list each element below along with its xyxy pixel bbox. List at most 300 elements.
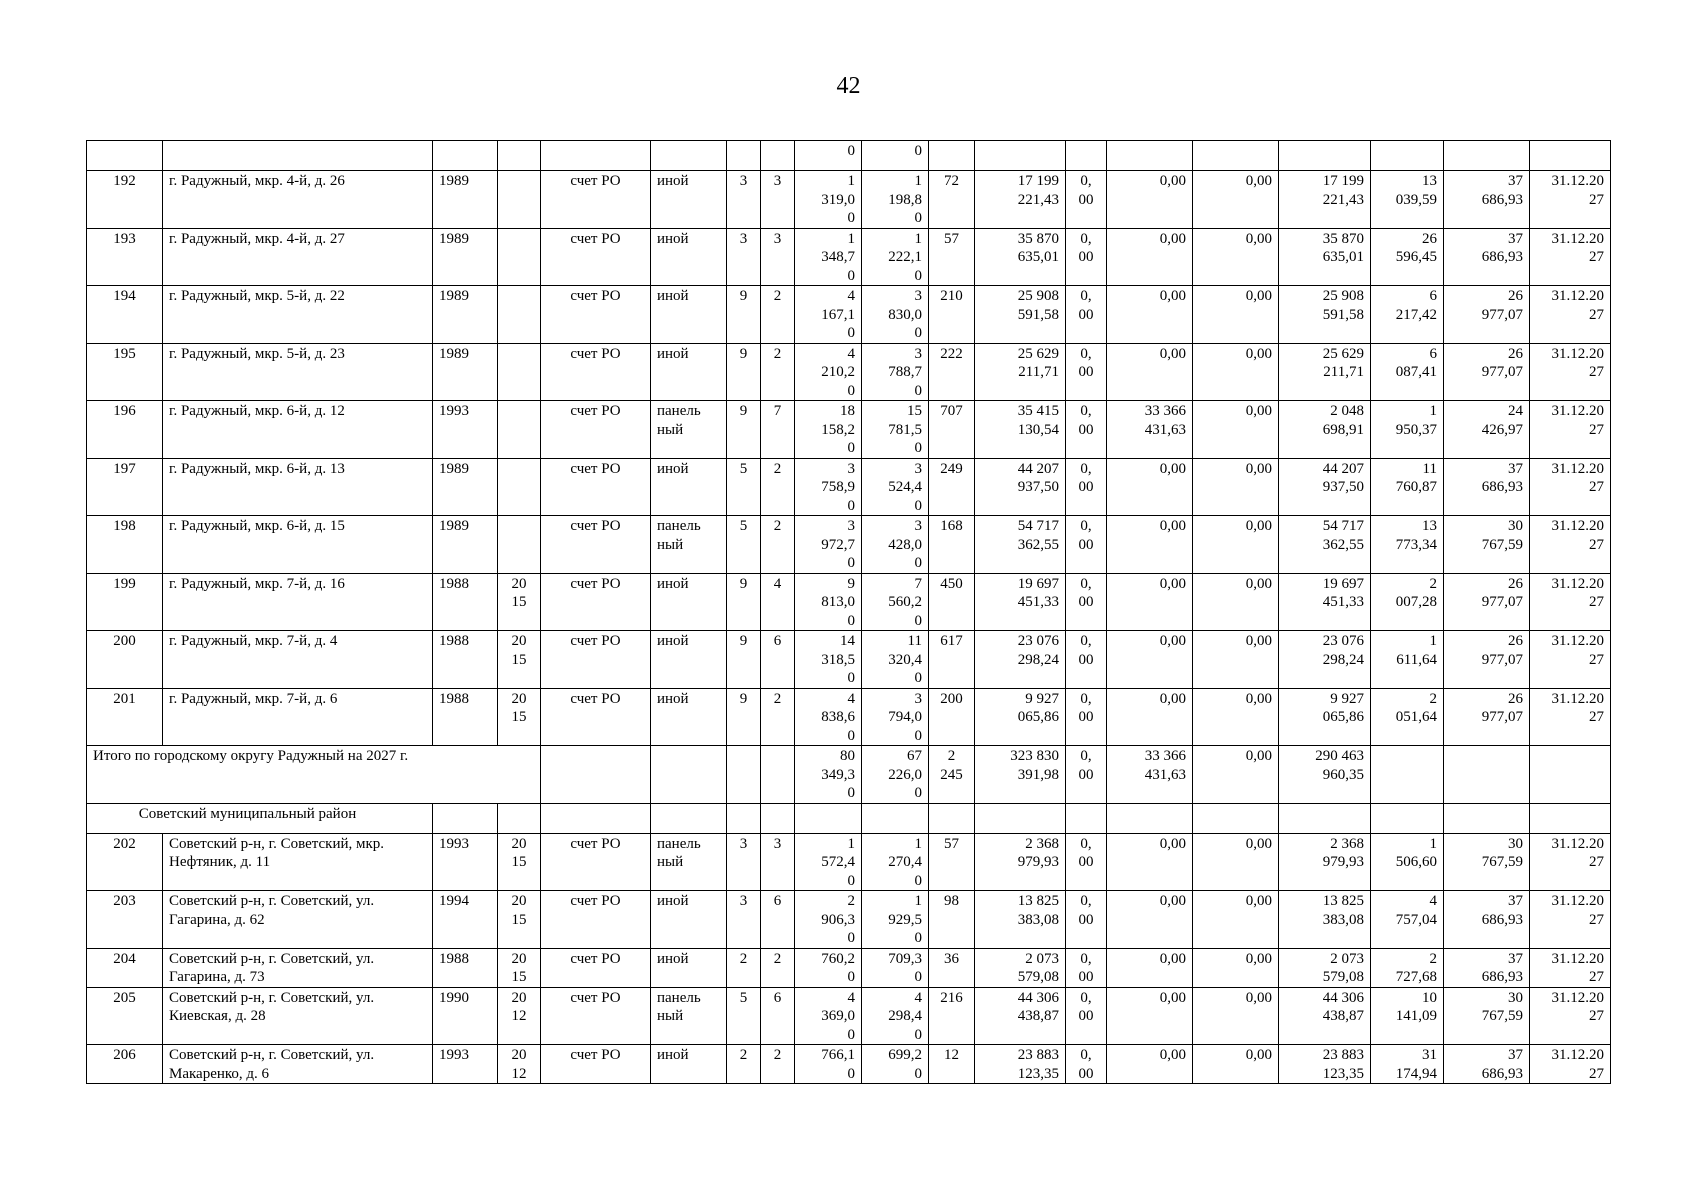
table-cell <box>651 746 727 804</box>
table-cell <box>498 286 541 344</box>
table-cell: 0,00 <box>1193 228 1279 286</box>
table-cell: счет РО <box>541 171 651 229</box>
table-cell <box>1530 141 1611 171</box>
table-cell: 4 <box>761 573 795 631</box>
repair-schedule-table <box>86 140 1611 1084</box>
table-cell: 31.12.20 27 <box>1530 987 1611 1045</box>
table-cell: 0,00 <box>1193 833 1279 891</box>
table-cell: 0,00 <box>1107 688 1193 746</box>
table-cell: 72 <box>929 171 975 229</box>
table-cell: 1 506,60 <box>1371 833 1444 891</box>
table-cell: 9 813,0 0 <box>795 573 862 631</box>
table-cell: счет РО <box>541 688 651 746</box>
table-cell: г. Радужный, мкр. 6-й, д. 12 <box>163 401 433 459</box>
section-label: Советский муниципальный район <box>87 803 433 833</box>
table-cell: 201 <box>87 688 163 746</box>
table-cell: счет РО <box>541 631 651 689</box>
table-cell: 44 207 937,50 <box>975 458 1066 516</box>
table-cell <box>1530 746 1611 804</box>
table-cell: 202 <box>87 833 163 891</box>
table-cell: 98 <box>929 891 975 949</box>
table-cell: 57 <box>929 833 975 891</box>
table-cell: 0, 00 <box>1066 746 1107 804</box>
table-cell: 617 <box>929 631 975 689</box>
table-cell: 31 174,94 <box>1371 1045 1444 1084</box>
table-cell: 9 <box>727 343 761 401</box>
table-cell: 0,00 <box>1193 987 1279 1045</box>
table-cell: 6 217,42 <box>1371 286 1444 344</box>
table-cell: 249 <box>929 458 975 516</box>
table-cell: 197 <box>87 458 163 516</box>
table-cell: 3 830,0 0 <box>862 286 929 344</box>
table-cell: 4 757,04 <box>1371 891 1444 949</box>
table-cell: 37 686,93 <box>1444 458 1530 516</box>
table-cell: 9 <box>727 286 761 344</box>
table-cell: 194 <box>87 286 163 344</box>
table-cell <box>929 141 975 171</box>
table-cell <box>761 746 795 804</box>
table-cell <box>498 171 541 229</box>
table-cell: счет РО <box>541 516 651 574</box>
table-cell: г. Радужный, мкр. 6-й, д. 15 <box>163 516 433 574</box>
table-cell: 192 <box>87 171 163 229</box>
table-cell <box>541 746 651 804</box>
table-cell: 31.12.20 27 <box>1530 458 1611 516</box>
table-cell: 0, 00 <box>1066 833 1107 891</box>
table-cell: 323 830 391,98 <box>975 746 1066 804</box>
table-row <box>87 171 1611 229</box>
table-cell: 0, 00 <box>1066 987 1107 1045</box>
table-cell: 3 972,7 0 <box>795 516 862 574</box>
table-body <box>87 141 1611 1084</box>
table-cell: 7 560,2 0 <box>862 573 929 631</box>
table-cell <box>1279 803 1371 833</box>
table-cell: 195 <box>87 343 163 401</box>
table-cell: 0,00 <box>1193 286 1279 344</box>
table-cell: 1988 <box>433 948 498 987</box>
table-cell: 20 15 <box>498 891 541 949</box>
table-row <box>87 343 1611 401</box>
table-cell: 0,00 <box>1107 516 1193 574</box>
table-cell <box>1530 803 1611 833</box>
table-cell: 1 611,64 <box>1371 631 1444 689</box>
table-cell: 18 158,2 0 <box>795 401 862 459</box>
table-cell: панель ный <box>651 833 727 891</box>
table-row <box>87 948 1611 987</box>
table-cell: 31.12.20 27 <box>1530 228 1611 286</box>
table-cell: 26 977,07 <box>1444 286 1530 344</box>
table-cell: 3 <box>727 891 761 949</box>
table-cell: 0, 00 <box>1066 343 1107 401</box>
table-cell: иной <box>651 948 727 987</box>
table-cell: 9 927 065,86 <box>975 688 1066 746</box>
table-cell: 2 727,68 <box>1371 948 1444 987</box>
table-cell: 707 <box>929 401 975 459</box>
table-cell: 17 199 221,43 <box>975 171 1066 229</box>
table-cell: 35 870 635,01 <box>1279 228 1371 286</box>
table-cell: 0,00 <box>1193 948 1279 987</box>
table-cell: 0, 00 <box>1066 286 1107 344</box>
table-cell: 1 929,5 0 <box>862 891 929 949</box>
table-cell: 3 <box>727 833 761 891</box>
table-cell: 0,00 <box>1193 458 1279 516</box>
table-cell: 2 906,3 0 <box>795 891 862 949</box>
table-cell: иной <box>651 631 727 689</box>
table-cell <box>433 141 498 171</box>
table-cell <box>727 803 761 833</box>
total-label: Итого по городскому округу Радужный на 2027 г. <box>87 746 541 804</box>
table-cell: 2 <box>727 948 761 987</box>
table-cell: 4 838,6 0 <box>795 688 862 746</box>
table-cell: 2 073 579,08 <box>1279 948 1371 987</box>
table-cell: 2 <box>761 948 795 987</box>
table-cell: 13 039,59 <box>1371 171 1444 229</box>
table-cell: 26 977,07 <box>1444 573 1530 631</box>
table-cell: 26 596,45 <box>1371 228 1444 286</box>
table-cell: иной <box>651 343 727 401</box>
table-cell: 0, 00 <box>1066 891 1107 949</box>
table-cell: 2 073 579,08 <box>975 948 1066 987</box>
table-cell: 23 883 123,35 <box>1279 1045 1371 1084</box>
table-cell <box>975 803 1066 833</box>
table-cell: 0, 00 <box>1066 458 1107 516</box>
table-cell: иной <box>651 573 727 631</box>
table-cell: 0, 00 <box>1066 401 1107 459</box>
table-cell: 0, 00 <box>1066 516 1107 574</box>
table-cell: 1 572,4 0 <box>795 833 862 891</box>
table-cell: 1989 <box>433 343 498 401</box>
table-cell: 30 767,59 <box>1444 516 1530 574</box>
table-cell: 1993 <box>433 1045 498 1084</box>
table-cell: 20 15 <box>498 688 541 746</box>
table-cell: иной <box>651 171 727 229</box>
table-cell <box>761 803 795 833</box>
table-cell: 3 <box>727 171 761 229</box>
table-cell: 31.12.20 27 <box>1530 688 1611 746</box>
table-cell: 25 629 211,71 <box>975 343 1066 401</box>
section-row <box>87 803 1611 833</box>
table-cell: счет РО <box>541 891 651 949</box>
table-cell: 0,00 <box>1107 891 1193 949</box>
table-cell: 9 <box>727 688 761 746</box>
table-cell: счет РО <box>541 573 651 631</box>
table-cell: 20 12 <box>498 987 541 1045</box>
table-cell: 200 <box>87 631 163 689</box>
table-cell: 0,00 <box>1193 343 1279 401</box>
table-cell: 199 <box>87 573 163 631</box>
table-cell: 1989 <box>433 458 498 516</box>
page-number: 42 <box>836 73 861 99</box>
table-cell: 24 426,97 <box>1444 401 1530 459</box>
table-cell: 450 <box>929 573 975 631</box>
table-cell <box>163 141 433 171</box>
table-cell: 9 927 065,86 <box>1279 688 1371 746</box>
table-cell: 31.12.20 27 <box>1530 343 1611 401</box>
table-cell: 290 463 960,35 <box>1279 746 1371 804</box>
table-cell <box>498 803 541 833</box>
table-cell: 37 686,93 <box>1444 171 1530 229</box>
table-cell: 7 <box>761 401 795 459</box>
table-cell: 0, 00 <box>1066 228 1107 286</box>
table-cell: 699,2 0 <box>862 1045 929 1084</box>
table-cell: 200 <box>929 688 975 746</box>
table-cell: 1988 <box>433 631 498 689</box>
table-cell: г. Радужный, мкр. 7-й, д. 6 <box>163 688 433 746</box>
table-cell: 1994 <box>433 891 498 949</box>
table-cell: 0, 00 <box>1066 688 1107 746</box>
table-cell: 2 <box>761 688 795 746</box>
table-cell: 0,00 <box>1193 401 1279 459</box>
table-cell: 3 <box>761 833 795 891</box>
table-cell <box>862 803 929 833</box>
table-cell <box>498 401 541 459</box>
table-cell: иной <box>651 286 727 344</box>
table-cell: 0, 00 <box>1066 171 1107 229</box>
table-cell <box>1371 746 1444 804</box>
table-cell: 2 048 698,91 <box>1279 401 1371 459</box>
table-cell: 0,00 <box>1193 516 1279 574</box>
table-cell: 13 825 383,08 <box>975 891 1066 949</box>
table-cell: 20 15 <box>498 573 541 631</box>
table-cell: 17 199 221,43 <box>1279 171 1371 229</box>
table-cell: 44 207 937,50 <box>1279 458 1371 516</box>
table-cell: 20 12 <box>498 1045 541 1084</box>
table-row <box>87 833 1611 891</box>
table-cell: панель ный <box>651 987 727 1045</box>
table-row <box>87 631 1611 689</box>
table-cell <box>1107 803 1193 833</box>
table-cell: 0,00 <box>1193 631 1279 689</box>
table-cell: 31.12.20 27 <box>1530 516 1611 574</box>
table-cell: 5 <box>727 516 761 574</box>
table-cell: 4 210,2 0 <box>795 343 862 401</box>
table-cell: 6 <box>761 891 795 949</box>
table-cell: 31.12.20 27 <box>1530 171 1611 229</box>
table-cell: 9 <box>727 631 761 689</box>
table-cell: 26 977,07 <box>1444 688 1530 746</box>
table-cell: 25 908 591,58 <box>1279 286 1371 344</box>
table-cell: 766,1 0 <box>795 1045 862 1084</box>
table-cell: 33 366 431,63 <box>1107 401 1193 459</box>
table-cell: 54 717 362,55 <box>975 516 1066 574</box>
table-cell: 0,00 <box>1193 688 1279 746</box>
table-cell: 0,00 <box>1107 987 1193 1045</box>
table-cell: 9 <box>727 401 761 459</box>
table-cell: 3 <box>761 171 795 229</box>
table-row <box>87 573 1611 631</box>
table-cell: 0,00 <box>1193 746 1279 804</box>
table-cell: 2 368 979,93 <box>1279 833 1371 891</box>
table-cell: 20 15 <box>498 948 541 987</box>
table-cell: 2 <box>761 458 795 516</box>
table-cell: 0,00 <box>1107 631 1193 689</box>
table-cell: 35 415 130,54 <box>975 401 1066 459</box>
table-cell: г. Радужный, мкр. 5-й, д. 23 <box>163 343 433 401</box>
table-cell: Советский р-н, г. Советский, ул. Гагарина, д. 73 <box>163 948 433 987</box>
table-cell: 0 <box>862 141 929 171</box>
table-cell: 196 <box>87 401 163 459</box>
table-cell: счет РО <box>541 987 651 1045</box>
table-cell: счет РО <box>541 833 651 891</box>
table-cell <box>541 803 651 833</box>
table-cell: 57 <box>929 228 975 286</box>
table-cell: 1 270,4 0 <box>862 833 929 891</box>
table-cell: 31.12.20 27 <box>1530 1045 1611 1084</box>
table-cell: иной <box>651 228 727 286</box>
table-cell: 12 <box>929 1045 975 1084</box>
table-cell: 1988 <box>433 573 498 631</box>
table-cell: 0,00 <box>1193 1045 1279 1084</box>
table-row <box>87 1045 1611 1084</box>
table-cell: 2 <box>761 516 795 574</box>
table-cell: 20 15 <box>498 833 541 891</box>
table-cell: Советский р-н, г. Советский, ул. Макаренко, д. 6 <box>163 1045 433 1084</box>
table-cell: 216 <box>929 987 975 1045</box>
table-cell <box>541 141 651 171</box>
table-cell: 3 <box>761 228 795 286</box>
table-cell <box>1371 141 1444 171</box>
table-cell: 0,00 <box>1107 343 1193 401</box>
table-cell <box>1107 141 1193 171</box>
table-cell: 204 <box>87 948 163 987</box>
table-cell: 1990 <box>433 987 498 1045</box>
table-cell <box>498 343 541 401</box>
table-cell: 44 306 438,87 <box>1279 987 1371 1045</box>
table-cell: г. Радужный, мкр. 4-й, д. 27 <box>163 228 433 286</box>
table-cell: 2 245 <box>929 746 975 804</box>
table-cell <box>1444 141 1530 171</box>
table-cell <box>1066 141 1107 171</box>
table-cell: 31.12.20 27 <box>1530 891 1611 949</box>
table-cell: 5 <box>727 987 761 1045</box>
table-cell: 37 686,93 <box>1444 228 1530 286</box>
table-cell: 44 306 438,87 <box>975 987 1066 1045</box>
table-cell: 20 15 <box>498 631 541 689</box>
table-cell: 4 167,1 0 <box>795 286 862 344</box>
table-cell: 1 319,0 0 <box>795 171 862 229</box>
table-cell: 19 697 451,33 <box>975 573 1066 631</box>
table-cell: 168 <box>929 516 975 574</box>
table-cell: 80 349,3 0 <box>795 746 862 804</box>
table-cell: 0,00 <box>1107 286 1193 344</box>
table-row <box>87 891 1611 949</box>
table-cell: 0,00 <box>1107 1045 1193 1084</box>
table-cell <box>651 141 727 171</box>
table-cell: счет РО <box>541 458 651 516</box>
table-cell <box>929 803 975 833</box>
total-row <box>87 746 1611 804</box>
table-cell: Советский р-н, г. Советский, мкр. Нефтяник, д. 11 <box>163 833 433 891</box>
table-row <box>87 286 1611 344</box>
table-cell: 33 366 431,63 <box>1107 746 1193 804</box>
table-row <box>87 228 1611 286</box>
table-cell: 203 <box>87 891 163 949</box>
table-cell: 23 076 298,24 <box>975 631 1066 689</box>
table-cell <box>1193 141 1279 171</box>
table-cell: 1989 <box>433 171 498 229</box>
table-cell: 0,00 <box>1107 833 1193 891</box>
table-cell: 0,00 <box>1107 171 1193 229</box>
table-cell: 210 <box>929 286 975 344</box>
table-cell: панель ный <box>651 516 727 574</box>
table-cell: 3 794,0 0 <box>862 688 929 746</box>
table-cell: 4 369,0 0 <box>795 987 862 1045</box>
table-cell <box>498 228 541 286</box>
table-cell: 13 825 383,08 <box>1279 891 1371 949</box>
table-cell <box>727 141 761 171</box>
table-cell: 0,00 <box>1107 573 1193 631</box>
table-cell: 206 <box>87 1045 163 1084</box>
table-cell: 0, 00 <box>1066 948 1107 987</box>
table-cell: 9 <box>727 573 761 631</box>
table-cell: 13 773,34 <box>1371 516 1444 574</box>
table-cell: 0,00 <box>1193 171 1279 229</box>
table-cell: г. Радужный, мкр. 5-й, д. 22 <box>163 286 433 344</box>
table-cell: 1 348,7 0 <box>795 228 862 286</box>
table-cell: иной <box>651 458 727 516</box>
table-cell: 193 <box>87 228 163 286</box>
table-cell: 0, 00 <box>1066 573 1107 631</box>
table-cell: 3 788,7 0 <box>862 343 929 401</box>
table-cell: 0,00 <box>1107 458 1193 516</box>
table-cell: 3 758,9 0 <box>795 458 862 516</box>
table-cell: 31.12.20 27 <box>1530 948 1611 987</box>
table-cell: 37 686,93 <box>1444 948 1530 987</box>
table-cell <box>1444 803 1530 833</box>
table-cell: 1989 <box>433 286 498 344</box>
table-cell: 14 318,5 0 <box>795 631 862 689</box>
table-cell: 11 760,87 <box>1371 458 1444 516</box>
table-cell: 25 908 591,58 <box>975 286 1066 344</box>
table-cell: 31.12.20 27 <box>1530 631 1611 689</box>
table-cell <box>1444 746 1530 804</box>
table-cell: 1 950,37 <box>1371 401 1444 459</box>
table-cell: 54 717 362,55 <box>1279 516 1371 574</box>
table-cell: Советский р-н, г. Советский, ул. Гагарина, д. 62 <box>163 891 433 949</box>
table-row <box>87 688 1611 746</box>
table-cell: 5 <box>727 458 761 516</box>
table-cell: 2 <box>761 1045 795 1084</box>
table-cell: 222 <box>929 343 975 401</box>
table-cell: 2 051,64 <box>1371 688 1444 746</box>
table-cell <box>795 803 862 833</box>
table-cell: 0 <box>795 141 862 171</box>
table-cell: 10 141,09 <box>1371 987 1444 1045</box>
table-cell: 2 <box>761 343 795 401</box>
table-cell: 30 767,59 <box>1444 987 1530 1045</box>
table-cell <box>761 141 795 171</box>
table-cell: 36 <box>929 948 975 987</box>
table-cell: 198 <box>87 516 163 574</box>
table-cell: 1 222,1 0 <box>862 228 929 286</box>
table-cell: 26 977,07 <box>1444 631 1530 689</box>
table-cell: 3 <box>727 228 761 286</box>
table-cell: 6 <box>761 987 795 1045</box>
table-cell: г. Радужный, мкр. 6-й, д. 13 <box>163 458 433 516</box>
table-cell: счет РО <box>541 401 651 459</box>
table-cell: 2 <box>761 286 795 344</box>
table-cell: иной <box>651 1045 727 1084</box>
table-cell: 35 870 635,01 <box>975 228 1066 286</box>
table-cell: 709,3 0 <box>862 948 929 987</box>
table-cell: 23 076 298,24 <box>1279 631 1371 689</box>
table-cell: счет РО <box>541 343 651 401</box>
table-cell: 26 977,07 <box>1444 343 1530 401</box>
table-cell: 0, 00 <box>1066 631 1107 689</box>
table-cell <box>498 141 541 171</box>
table-cell: 25 629 211,71 <box>1279 343 1371 401</box>
table-cell: 0,00 <box>1193 573 1279 631</box>
